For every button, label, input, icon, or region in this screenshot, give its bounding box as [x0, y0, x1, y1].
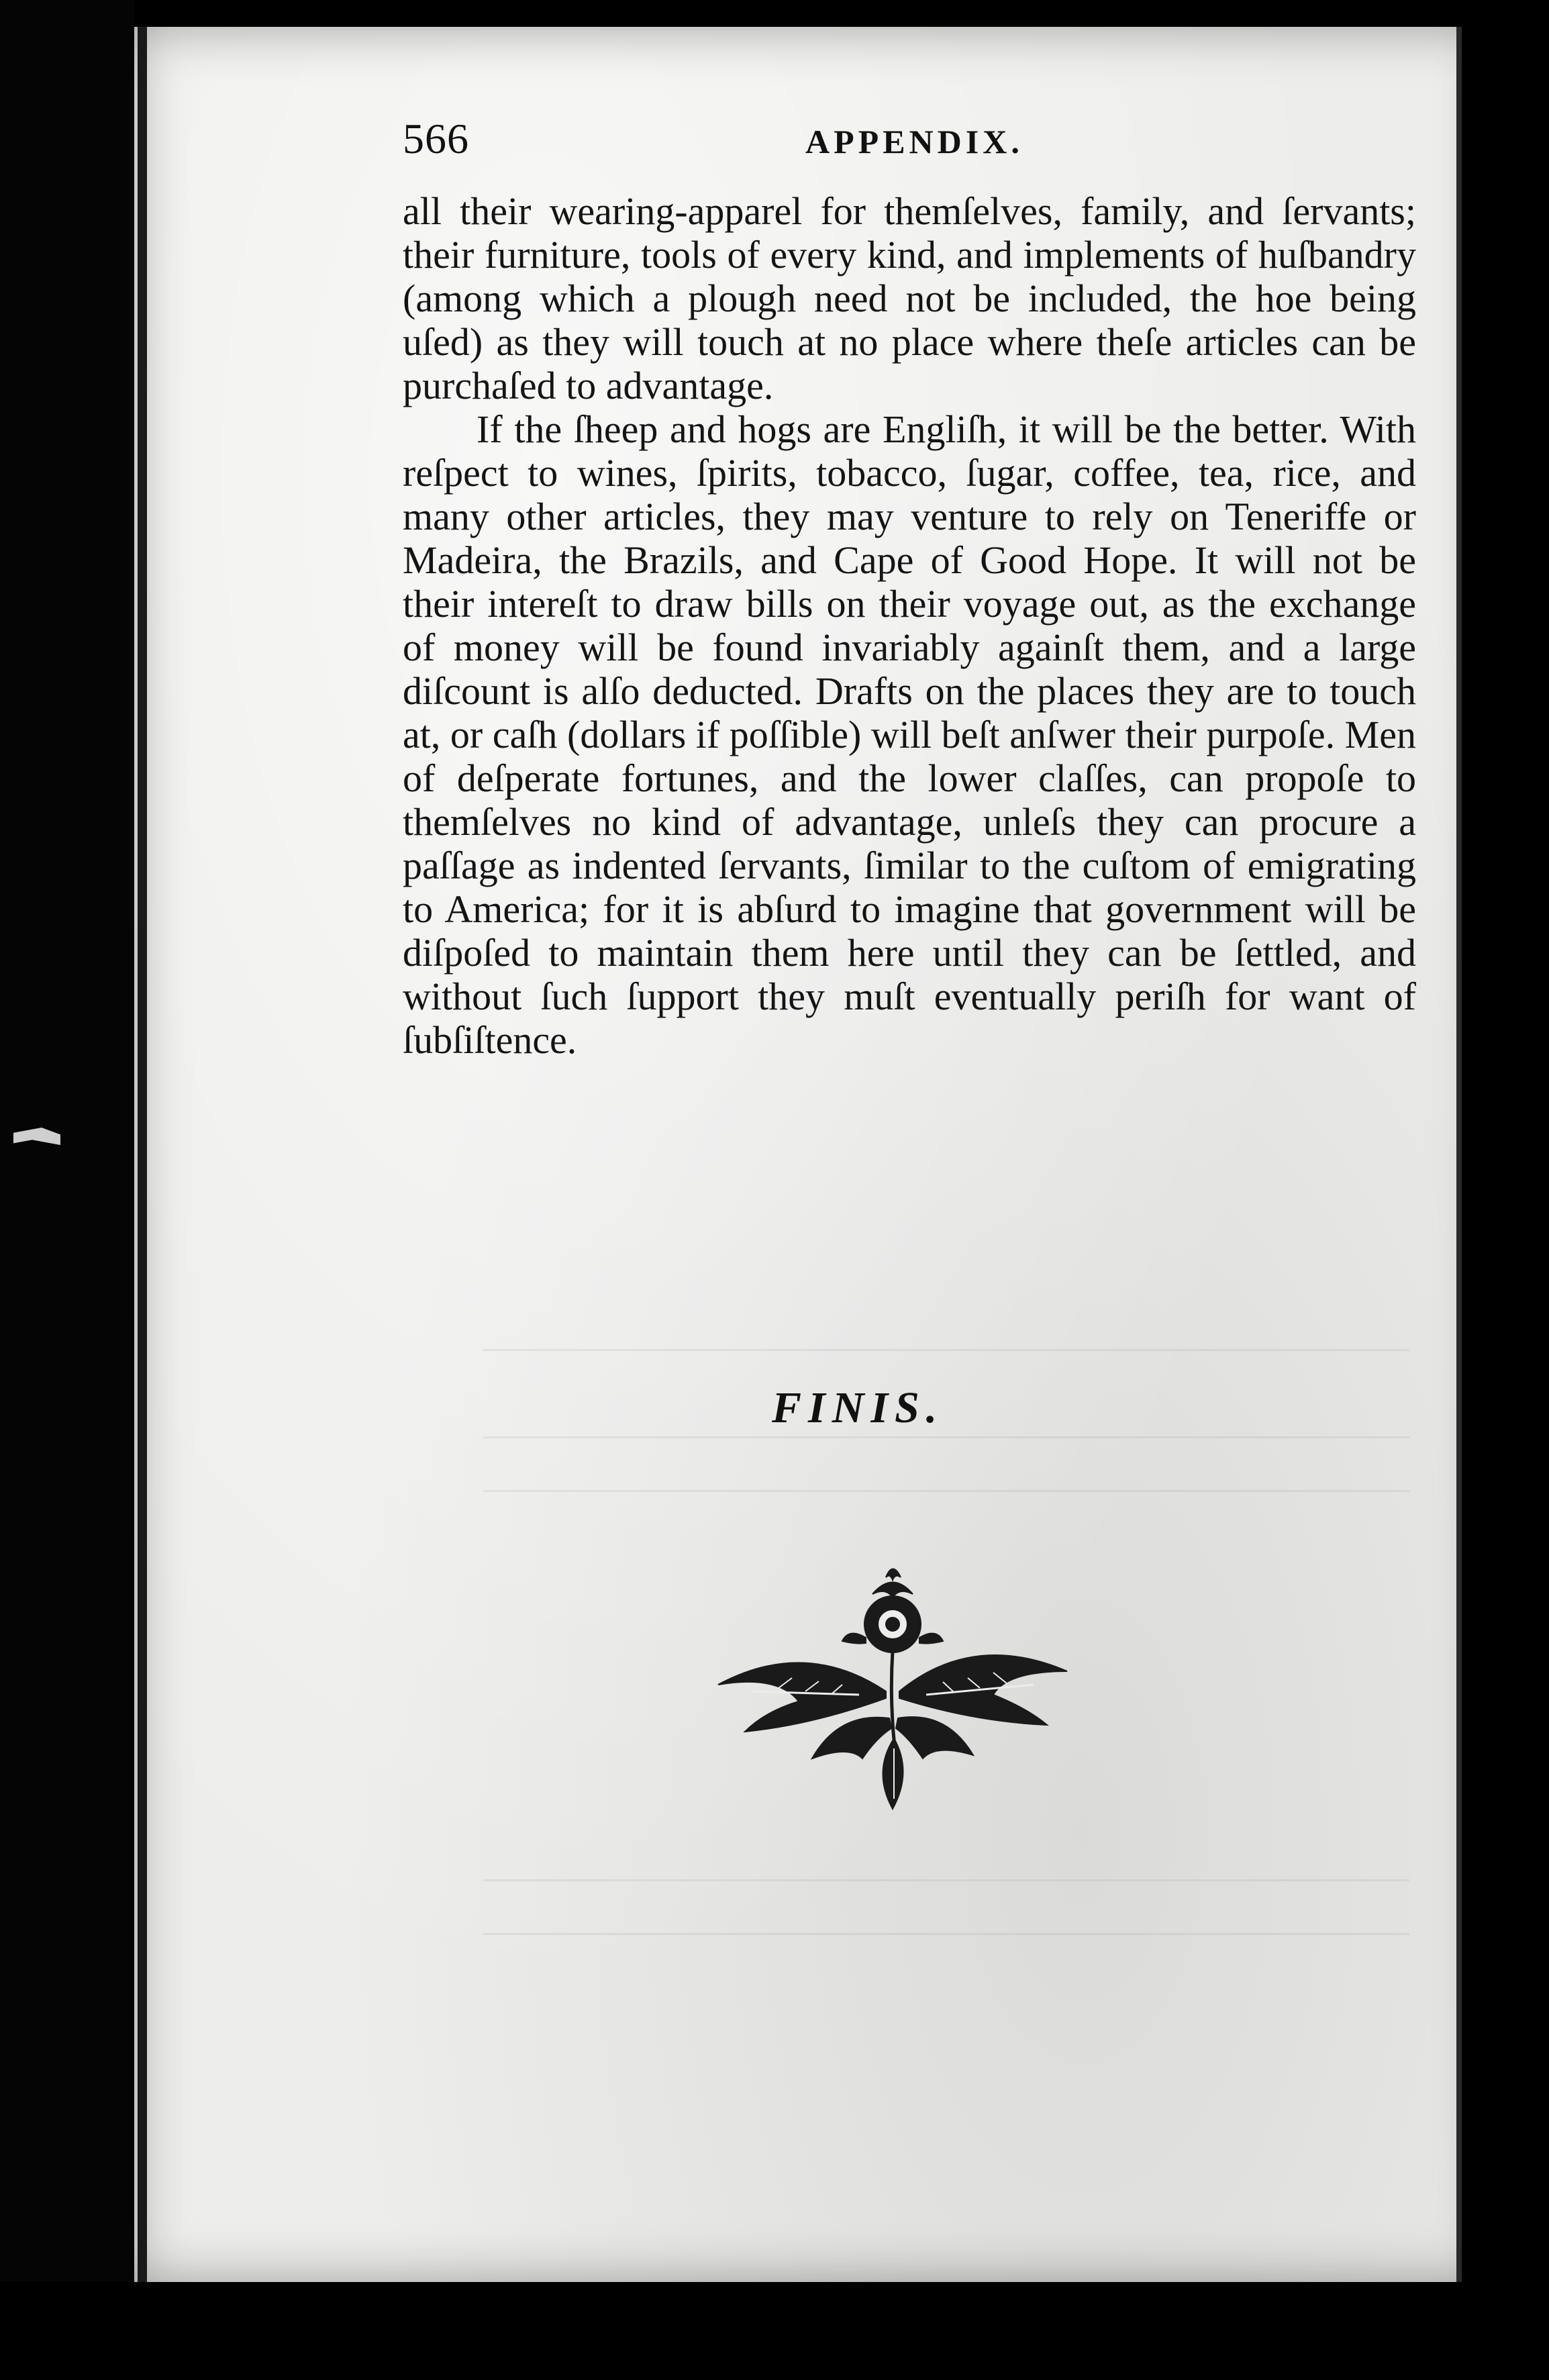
bleed-through-line	[483, 1436, 1409, 1438]
page-number: 566	[403, 115, 469, 162]
running-head: APPENDIX.	[805, 123, 1023, 160]
paragraph: all their wearing-apparel for themſelves, family, and ſervants; their furniture, tools of every kind, and implements of huſbandry (among which a plough need not be included, the hoe being uſed) as they will touch at no place where theſe articles can be purchaſed to advantage.	[403, 189, 1416, 407]
gutter-mark	[13, 1128, 60, 1145]
finis-heading: FINIS.	[772, 1383, 944, 1432]
floral-tailpiece-icon	[705, 1557, 1081, 1812]
bleed-through-line	[483, 1933, 1409, 1935]
right-border	[1462, 0, 1549, 2380]
bleed-through-line	[483, 1349, 1409, 1351]
page-header	[376, 107, 1423, 181]
binding-edge	[138, 27, 147, 2282]
body-text	[403, 189, 1416, 1062]
bleed-through-line	[483, 1879, 1409, 1881]
bottom-border	[0, 2282, 1549, 2380]
right-page-edge	[1456, 27, 1462, 2282]
bleed-through-line	[483, 1490, 1409, 1492]
top-border	[134, 0, 1477, 27]
paragraph: If the ſheep and hogs are Engliſh, it will be the better. With reſpect to wines, ſpirits, tobacco, ſugar, coffee, tea, rice, and many other articles, they may venture to rely on Teneriffe or Madeira, the Brazils, and Cape of Good Hope. It will not be their intereſt to draw bills on their voyage out, as the exchange of money will be found invariably againſt them, and a large diſcount is alſo deducted. Drafts on the places they are to touch at, or caſh (dollars if poſſible) will beſt anſwer their purpoſe. Men of deſperate fortunes, and the lower claſſes, can propoſe to themſelves no kind of advantage, unleſs they can procure a paſſage as indented ſervants, ſimilar to the cuſtom of emigrating to America; for it is abſurd to imagine that government will be diſpoſed to maintain them here until they can be ſettled, and without ſuch ſupport they muſt eventually periſh for want of ſubſiſtence.	[403, 407, 1416, 1062]
left-gutter	[0, 0, 134, 2380]
